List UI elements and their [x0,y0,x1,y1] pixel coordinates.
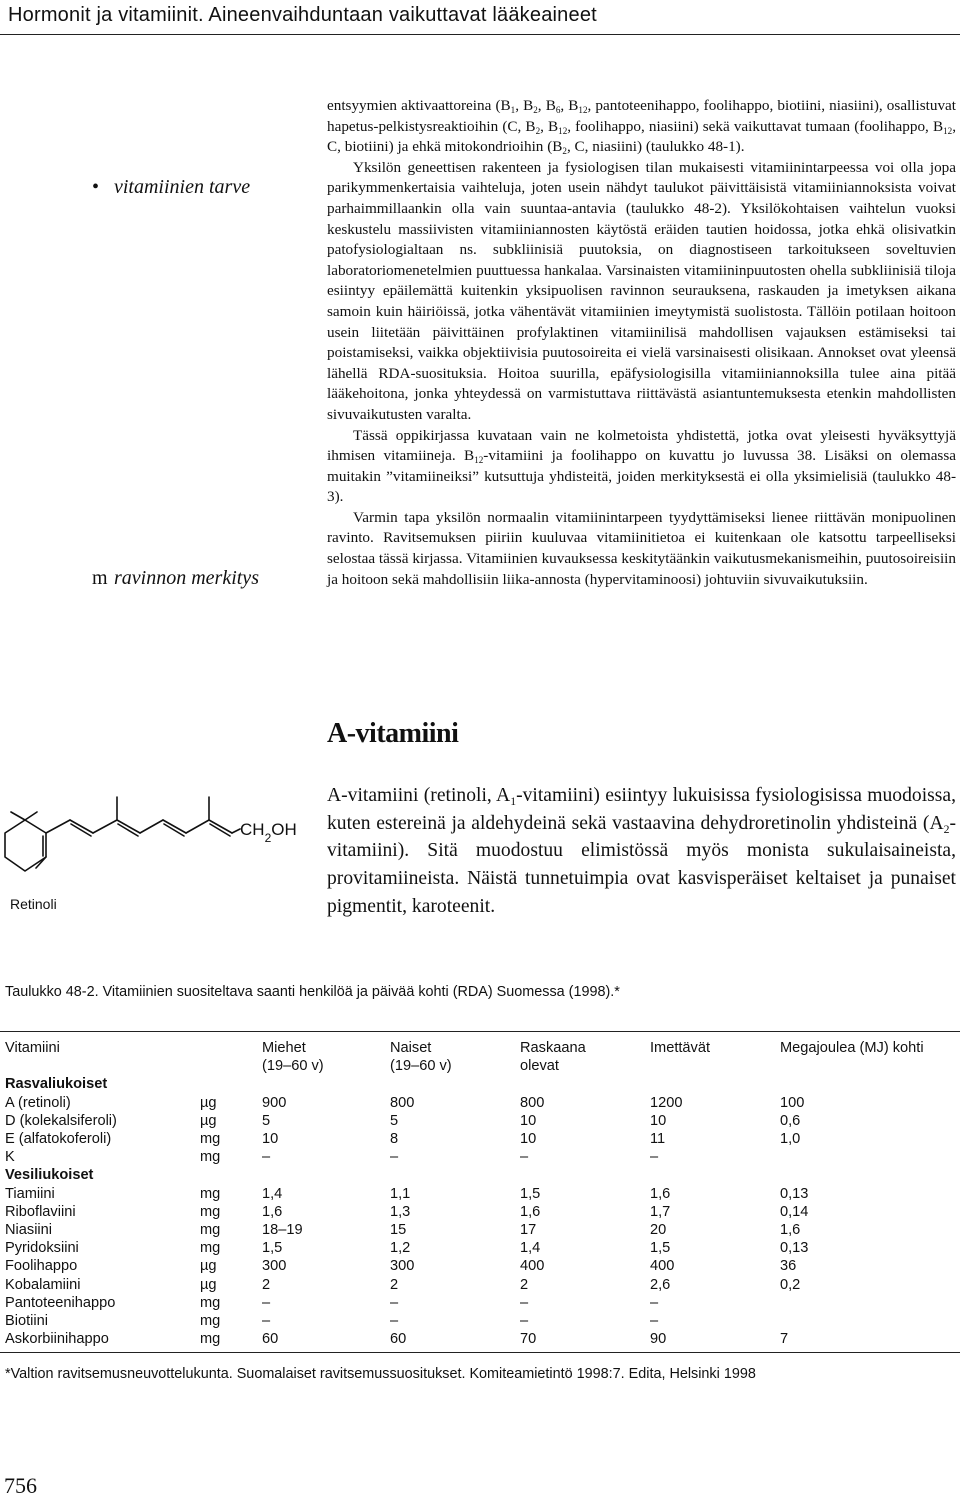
table-cell: 1,0 [780,1131,801,1148]
molecule-label: Retinoli [10,896,57,912]
table-cell: mg [200,1331,221,1348]
table-cell: – [262,1294,271,1311]
table-cell [780,1294,960,1312]
page-number: 756 [4,1473,37,1498]
table-cell: – [262,1313,271,1330]
margin-note-diet-importance [92,567,259,590]
table-cell: 11 [650,1131,666,1148]
table-cell: mg [200,1240,221,1257]
table-cell: 10 [650,1112,667,1129]
table-cell: Biotiini [5,1313,48,1330]
table-cell: 36 [780,1258,797,1275]
table-cell: Vitamiini [5,1040,60,1056]
table-cell: mg [200,1203,221,1220]
table-cell: mg [200,1222,221,1239]
table-cell: 400 [650,1258,675,1275]
table-cell: 300 [390,1258,415,1275]
table-cell: Imettävät [650,1040,711,1056]
table-cell: Megajoulea (MJ) kohti [780,1040,924,1056]
table-cell: 15 [390,1222,407,1239]
paragraph-4: Varmin tapa yksilön normaalin vitamiinintarpeen tyydyttämiseksi lienee riittävän monipuolinen ravinto. Ravitsemuksen piiriin kuuluvaa vitamiinitietoa ei kuitenkaan ole katsottu tarpeelliseksi selostaa tässä kirjassa. Vitamiinien kuvauksessa keskitytäänkin vaikutusmekanismeihin, puutosoireisiin ja hoitoon sekä mahdollisiin liika-annosta (hypervitaminoosi) johtuviin sivuvaikutuksiin. [327,508,956,588]
table-cell: K [5,1149,15,1166]
margin-note-text: vitamiinien tarve [114,176,251,198]
table-cell: 7 [780,1331,789,1348]
paragraph-3: Tässä oppikirjassa kuvataan vain ne kolmetoista yhdistettä, jotka ovat yleisesti hyväksyttyjä ihmisen vitamiineja. $B_{12}$-vitamiini ja foolihappo on kuvattu jo luvussa 38. Lisäksi on olemassa muitakin ”vitamiineiksi” kutsuttuja yhdisteitä, joiden merkityksestä ei olla yksimielisiä (taulukko 48-3). [327,426,956,506]
table-cell: olevat [520,1058,559,1075]
table-bottom-rule [0,1352,960,1353]
table-cell: 90 [650,1331,667,1348]
table-cell: Askorbiinihappo [5,1331,109,1348]
table-row [0,1094,960,1112]
table-cell: Tiamiini [5,1185,55,1202]
table-cell: mg [200,1185,221,1202]
table-row [0,1185,960,1203]
table-cell: 1200 [650,1094,683,1111]
table-cell: 1,6 [520,1203,541,1220]
table-cell: 1,6 [780,1222,801,1239]
table-cell: 1,6 [650,1185,671,1202]
table-cell: 0,2 [780,1276,801,1293]
table-row [0,1203,960,1221]
table-cell: Pyridoksiini [5,1240,79,1257]
table-cell: 20 [650,1222,667,1239]
table-cell: Niasiini [5,1222,53,1239]
table-cell: Kobalamiini [5,1276,81,1293]
margin-note-bullet: • [92,176,100,198]
running-header-title: Hormonit ja vitamiinit. Aineenvaihduntaan vaikuttavat lääkeaineet [8,4,597,26]
table-row [0,1312,960,1330]
table-cell: 17 [520,1222,537,1239]
table-row [0,1221,960,1239]
table-cell: Naiset [390,1040,432,1056]
table-cell: – [390,1149,399,1166]
table-cell: µg [200,1258,217,1275]
table-row [0,1130,960,1148]
table-cell: 0,13 [780,1240,809,1257]
table-row [0,1294,960,1312]
table-cell: 100 [780,1094,805,1111]
table-cell: mg [200,1131,221,1148]
table-cell: 800 [390,1094,415,1111]
table-footnote: *Valtion ravitsemusneuvottelukunta. Suomalaiset ravitsemussuositukset. Komiteamietintö 1998:7. Edita, Helsinki 1998 [5,1366,756,1382]
table-cell: (19–60 v) [390,1058,452,1075]
table-cell: 1,1 [390,1185,411,1202]
table-cell: – [520,1294,529,1311]
running-header [0,0,960,35]
table-cell: – [650,1313,659,1330]
paragraph-1: entsyymien aktivaattoreina ($B_1$, $B_2$, $B_6$, $B_{12}$, pantoteenihappo, foolihappo, biotiini, niasiini), osallistuvat hapetus-pelkistysreaktioihin (C, $B_2$, $B_{12}$, foolihappo, niasiini) sekä vaikuttavat tumaan (foolihappo, $B_{12}$, C, biotiini) ja ehkä mitokondrioihin ($B_2$, C, niasiini) (taulukko 48-1). [327,97,956,157]
table-header-row-2 [0,1057,960,1075]
table-cell: 10 [520,1131,537,1148]
table-cell: 10 [262,1131,279,1148]
table-row [0,1330,960,1348]
paragraph-2: Yksilön geneettisen rakenteen ja fysiologisen tilan mukaisesti vitamiinintarpeessa voi olla jopa parikymmenkertaisia vaihteluja, joten usein nähdyt taulukot päivittäisistä vitamiiniannoksista voivat parhaimmillaankin olla vain suuntaa-antavia (taulukko 48-2). Yksilökohtaisen vaihtelun vuoksi keskustelu massiivisten vitamiiniannosten käytöstä eräiden tautien hoidossa, jotka ehkä olisivatkin patofysiologialtaan ns. subkliinisiä puutoksia, on diagnostiseen tarkoitukseen soveltuvien laboratoriomenetelmien puuttuessa hankalaa. Varsinaisten vitamiininpuutosten ohella subkliinisiä tiloja esiintyy epäilemättä kuitenkin yksipuolisen ravinnon seurauksena, raskauden ja imetyksen aikana samoin kuin häiriöissä, jotka vähentävät vitamiinien imeytymistä suolistosta. Tällöin potilaan hoitoon usein liitetään päivittäinen profylaktinen vitamiinilisä mahdollisen vajauksen estämiseksi tai poistamiseksi, vaikka objektiivisia puutosoireita ei vielä varsinaisesti olisikaan. Annokset ovat yleensä lähellä RDA-suosituksia. Hoitoa suurilla, epäfysiologisilla vitamiiniannoksilla tulee aina pitää lääkehoitona, jonka yhteydessä on varmistuttava riittävästä asiantuntemuksesta etenkin mahdollisten sivuvaikutusten varalta. [327,158,956,423]
table-cell: 2,6 [650,1276,671,1293]
table-cell: – [262,1149,271,1166]
table-group-row [0,1166,960,1184]
table-header-row [0,1039,960,1057]
margin-note-vitamin-need [92,176,250,199]
table-cell [200,1039,262,1057]
table-cell: 1,6 [262,1203,283,1220]
table-cell: – [520,1313,529,1330]
table-cell: 18–19 [262,1222,303,1239]
table-cell: D (kolekalsiferoli) [5,1112,117,1129]
table-top-rule [0,1031,960,1032]
table-cell: mg [200,1149,221,1166]
table-cell: µg [200,1094,217,1111]
rda-table [0,1039,960,1348]
table-cell [780,1148,960,1166]
table-cell: – [520,1149,529,1166]
margin-note-bullet: m [92,567,108,589]
table-group-label: Rasvaliukoiset [5,1076,108,1093]
table-cell: µg [200,1112,217,1129]
table-cell: 60 [262,1331,279,1348]
table-cell: – [650,1294,659,1311]
table-cell: 1,2 [390,1240,411,1257]
table-cell: 0,13 [780,1185,809,1202]
table-cell [200,1057,262,1075]
table-cell: 2 [390,1276,399,1293]
table-cell: Pantoteenihappo [5,1294,116,1311]
table-cell: 800 [520,1094,545,1111]
table-group-row [0,1075,960,1093]
table-cell: 1,5 [520,1185,541,1202]
margin-note-text: ravinnon merkitys [114,567,259,589]
table-caption: Taulukko 48-2. Vitamiinien suositeltava saanti henkilöä ja päivää kohti (RDA) Suomessa (1998).* [5,984,620,1000]
hydroxymethyl-group-label: $CH_2OH$ [240,820,297,845]
table-cell: mg [200,1294,221,1311]
table-cell: 5 [390,1112,399,1129]
table-cell [650,1057,780,1075]
table-cell [0,1057,200,1075]
table-cell: Riboflaviini [5,1203,76,1220]
table-cell: E (alfatokoferoli) [5,1131,112,1148]
table-row [0,1276,960,1294]
table-row [0,1257,960,1275]
table-cell: 300 [262,1258,287,1275]
table-cell: µg [200,1276,217,1293]
table-cell: 900 [262,1094,287,1111]
table-cell: 60 [390,1331,407,1348]
table-cell: 1,5 [262,1240,283,1257]
table-cell: 400 [520,1258,545,1275]
table-cell: 5 [262,1112,271,1129]
table-row [0,1239,960,1257]
table-cell [780,1312,960,1330]
table-cell: 1,3 [390,1203,411,1220]
table-cell: (19–60 v) [262,1058,324,1075]
body-text [327,96,956,590]
table-cell: – [650,1149,659,1166]
table-cell [780,1057,960,1075]
table-group-label: Vesiliukoiset [5,1167,94,1184]
table-cell: 1,5 [650,1240,671,1257]
table-cell: 0,14 [780,1203,809,1220]
table-cell: 1,7 [650,1203,671,1220]
table-cell: Foolihappo [5,1258,78,1275]
table-row [0,1148,960,1166]
table-cell: 70 [520,1331,537,1348]
table-cell: 1,4 [262,1185,283,1202]
vitamin-a-intro: A-vitamiini (retinoli, $A_1-vitamiini$) esiintyy lukuisissa fysiologisissa muodoissa, kuten estereinä ja aldehydeinä sekä vastaavina dehydroretinolin yhdisteinä $(A_2-vitamiini)$. Sitä muodostuu elimistössä myös monista sukulaisaineista, provitamiineista. Näistä tunnetuimpia ovat kasvisperäiset keltaiset ja punaiset pigmentit, karoteenit. [327,785,956,917]
table-cell: 2 [262,1276,271,1293]
section-title: A-vitamiini [327,718,459,749]
table-cell: 8 [390,1131,399,1148]
table-cell: Miehet [262,1040,306,1056]
table-cell: A (retinoli) [5,1094,71,1111]
table-row [0,1112,960,1130]
table-cell: 1,4 [520,1240,541,1257]
table-cell: 0,6 [780,1112,801,1129]
table-cell: – [390,1294,399,1311]
table-cell: 10 [520,1112,537,1129]
table-cell: mg [200,1313,221,1330]
table-cell: 2 [520,1276,529,1293]
table-cell: – [390,1313,399,1330]
table-cell: Raskaana [520,1040,586,1056]
